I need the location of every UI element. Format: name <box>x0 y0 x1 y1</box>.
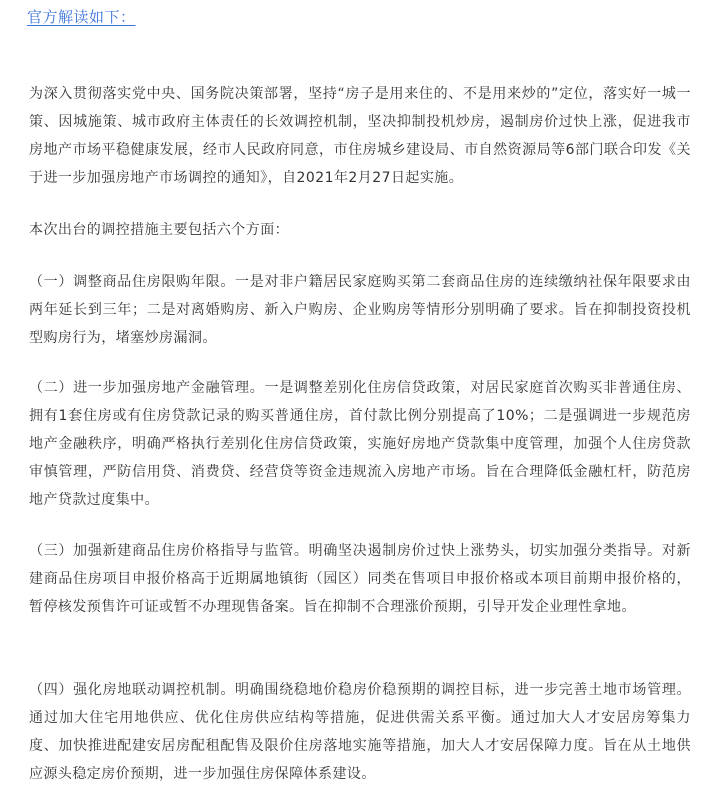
official-interpretation-link[interactable]: 官方解读如下： <box>27 8 136 26</box>
measure-2-paragraph: （二）进一步加强房地产金融管理。一是调整差别化住房信贷政策，对居民家庭首次购买非普通住房、拥有1套住房或有住房贷款记录的购买普通住房，首付款比例分别提高了10%；二是强调进一步规范房地产金融秩序，明确严格执行差别化住房信贷政策，实施好房地产贷款集中度管理，加强个人住房贷款审慎管理，严防信用贷、消费贷、经营贷等资金违规流入房地产市场。旨在合理降低金融杠杆，防范房地产贷款过度集中。 <box>29 380 691 508</box>
measure-1-paragraph: （一）调整商品住房限购年限。一是对非户籍居民家庭购买第二套商品住房的连续缴纳社保年限要求由两年延长到三年；二是对离婚购房、新入户购房、企业购房等情形分别明确了要求。旨在抑制投资投机型购房行为，堵塞炒房漏洞。 <box>29 274 691 346</box>
measure-4-paragraph: （四）强化房地联动调控机制。明确围绕稳地价稳房价稳预期的调控目标，进一步完善土地市场管理。通过加大住宅用地供应、优化住房供应结构等措施，促进供需关系平衡。通过加大人才安居房筹集力度、加快推进配建安居房配租配售及限价住房落地实施等措施，加大人才安居保障力度。旨在从土地供应源头稳定房价预期，进一步加强住房保障体系建设。 <box>29 682 691 782</box>
intro-paragraph: 为深入贯彻落实党中央、国务院决策部署，坚持“房子是用来住的、不是用来炒的”定位，落实好一城一策、因城施策、城市政府主体责任的长效调控机制，坚决抑制投机炒房，遏制房价过快上涨，促进我市房地产市场平稳健康发展，经市人民政府同意，市住房城乡建设局、市自然资源局等6部门联合印发《关于进一步加强房地产市场调控的通知》，自2021年2月27日起实施。 <box>29 86 691 186</box>
measures-summary-paragraph: 本次出台的调控措施主要包括六个方面： <box>29 222 290 238</box>
measure-3-paragraph: （三）加强新建商品住房价格指导与监管。明确坚决遏制房价过快上涨势头，切实加强分类指导。对新建商品住房项目申报价格高于近期属地镇街（园区）同类在售项目申报价格或本项目前期申报价格的，暂停核发预售许可证或暂不办理现售备案。旨在抑制不合理涨价预期，引导开发企业理性拿地。 <box>29 543 691 615</box>
